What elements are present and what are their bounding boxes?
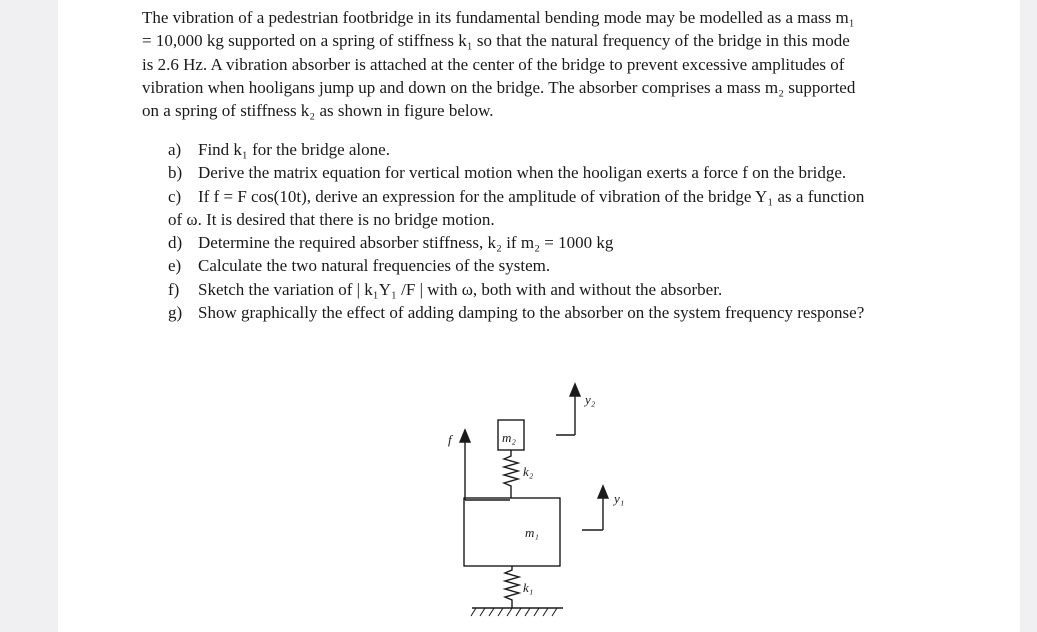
question-letter: e) <box>168 256 182 276</box>
y1-label: y₁ <box>614 491 625 506</box>
question-letter: c) <box>168 186 182 206</box>
mass1-label: m₁ <box>525 525 539 540</box>
document-page <box>58 0 1020 632</box>
y2-arrow-head <box>570 384 580 396</box>
y2-label: y₂ <box>585 392 596 407</box>
spring-k1 <box>505 566 519 608</box>
question-letter: g) <box>168 303 183 323</box>
question-continuation: of ω. It is desired that there is no bridge motion. <box>168 209 495 229</box>
question-letter: d) <box>168 233 183 253</box>
spring1-label: k₁ <box>523 580 534 595</box>
mass1-box <box>464 498 560 566</box>
mass2-label: m₂ <box>502 430 516 445</box>
y1-arrow-head <box>598 486 608 498</box>
statement-line: on a spring of stiffness k₂ as shown in figure below. <box>142 101 494 121</box>
force-label: f <box>448 432 452 447</box>
question-text: Determine the required absorber stiffness, k₂ if m₂ = 1000 kg <box>198 233 614 253</box>
question-letter: b) <box>168 163 183 183</box>
statement-line: vibration when hooligans jump up and down on the bridge. The absorber comprises a mass m₂ supported <box>142 77 856 97</box>
mass-spring-diagram <box>58 0 1020 632</box>
question-text: Sketch the variation of | k₁Y₁ /F | with ω, both with and without the absorber. <box>198 279 723 299</box>
ground-hatching <box>471 608 557 616</box>
question-text: Derive the matrix equation for vertical motion when the hooligan exerts a force f on the bridge. <box>198 163 847 183</box>
question-text: Find k₁ for the bridge alone. <box>198 140 390 159</box>
spring-k2 <box>504 450 518 498</box>
statement-line: is 2.6 Hz. A vibration absorber is attached at the center of the bridge to prevent excessive amplitudes of <box>142 54 845 74</box>
force-arrow-head <box>460 430 470 442</box>
question-letter: f) <box>168 279 180 299</box>
statement-line: The vibration of a pedestrian footbridge in its fundamental bending mode may be modelled as a mass m₁ <box>142 8 855 27</box>
spring2-label: k₂ <box>523 464 534 479</box>
question-text: If f = F cos(10t), derive an expression for the amplitude of vibration of the bridge Y₁ as a function <box>198 186 865 206</box>
question-text: Calculate the two natural frequencies of the system. <box>198 256 551 276</box>
question-text: Show graphically the effect of adding damping to the absorber on the system frequency response? <box>198 303 865 323</box>
statement-line: = 10,000 kg supported on a spring of stiffness k₁ so that the natural frequency of the bridge in this mode <box>142 31 850 51</box>
question-letter: a) <box>168 140 182 159</box>
